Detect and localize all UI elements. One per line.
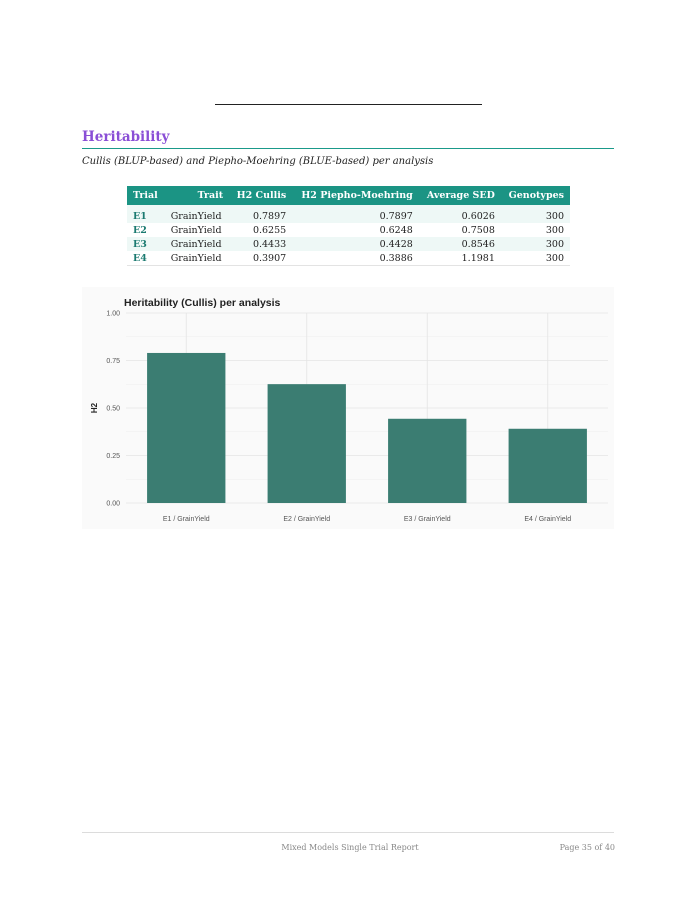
y-tick-label: 0.00 bbox=[106, 500, 120, 508]
trait-cell: GrainYield bbox=[165, 205, 229, 223]
footer-page-number: Page 35 of 40 bbox=[559, 843, 615, 852]
col-header-h2-piepho: H2 Piepho-Moehring bbox=[292, 186, 419, 205]
bar bbox=[268, 384, 346, 503]
section-title: Heritability bbox=[82, 129, 170, 145]
h2-piepho-cell: 0.6248 bbox=[379, 224, 413, 236]
table-row bbox=[127, 205, 570, 223]
trial-cell: E4 bbox=[127, 251, 165, 266]
col-header-trial: Trial bbox=[127, 186, 165, 205]
col-header-average-sed: Average SED bbox=[419, 186, 501, 205]
average-sed-cell: 1.1981 bbox=[419, 251, 501, 266]
trial-cell: E1 bbox=[127, 205, 165, 223]
table-row bbox=[127, 251, 570, 266]
y-tick-label: 0.75 bbox=[106, 358, 120, 365]
table-header-row bbox=[127, 186, 570, 205]
section-subtitle: Cullis (BLUP-based) and Piepho-Moehring (BLUE-based) per analysis bbox=[82, 156, 434, 167]
section-rule bbox=[82, 148, 614, 149]
x-tick-label: E3 / GrainYield bbox=[403, 516, 451, 523]
trait-cell: GrainYield bbox=[170, 224, 222, 236]
table-row bbox=[127, 223, 570, 237]
trait-cell: GrainYield bbox=[165, 251, 229, 266]
trial-cell: E3 bbox=[127, 237, 165, 251]
x-tick-label: E2 / GrainYield bbox=[283, 516, 331, 523]
bar bbox=[147, 353, 225, 503]
genotypes-cell: 300 bbox=[501, 251, 570, 266]
chart-title: Heritability (Cullis) per analysis bbox=[124, 297, 281, 309]
col-header-genotypes: Genotypes bbox=[501, 186, 570, 205]
col-header-h2-cullis: H2 Cullis bbox=[229, 186, 292, 205]
trait-cell: GrainYield bbox=[165, 237, 229, 251]
h2-cullis-cell: 0.6255 bbox=[252, 224, 287, 236]
x-tick-label: E1 / GrainYield bbox=[162, 516, 210, 523]
footer-report-title: Mixed Models Single Trial Report bbox=[281, 843, 419, 852]
average-sed-cell: 0.7508 bbox=[461, 224, 495, 236]
average-sed-cell: 0.8546 bbox=[419, 237, 501, 251]
h2-piepho-cell: 0.7897 bbox=[292, 205, 419, 223]
chart-svg bbox=[82, 287, 614, 529]
h2-cullis-cell: 0.4433 bbox=[229, 237, 292, 251]
genotypes-cell: 300 bbox=[545, 224, 564, 236]
y-axis-label: H2 bbox=[90, 402, 99, 414]
trial-cell: E2 bbox=[133, 224, 147, 236]
y-tick-label: 0.25 bbox=[106, 453, 120, 460]
heritability-chart bbox=[82, 287, 614, 529]
bar bbox=[509, 429, 587, 503]
h2-cullis-cell: 0.7897 bbox=[229, 205, 292, 223]
h2-piepho-cell: 0.4428 bbox=[292, 237, 419, 251]
bar bbox=[388, 419, 466, 503]
genotypes-cell: 300 bbox=[501, 205, 570, 223]
x-tick-label: E4 / GrainYield bbox=[524, 516, 572, 523]
average-sed-cell: 0.6026 bbox=[419, 205, 501, 223]
h2-cullis-cell: 0.3907 bbox=[229, 251, 292, 266]
footer-rule bbox=[82, 832, 614, 833]
genotypes-cell: 300 bbox=[501, 237, 570, 251]
h2-piepho-cell: 0.3886 bbox=[292, 251, 419, 266]
y-tick-label: 1.00 bbox=[106, 310, 120, 318]
table-row bbox=[127, 237, 570, 251]
col-header-trait: Trait bbox=[165, 186, 229, 205]
y-tick-label: 0.50 bbox=[106, 405, 120, 413]
title-rule bbox=[215, 104, 482, 105]
heritability-table bbox=[127, 186, 570, 266]
